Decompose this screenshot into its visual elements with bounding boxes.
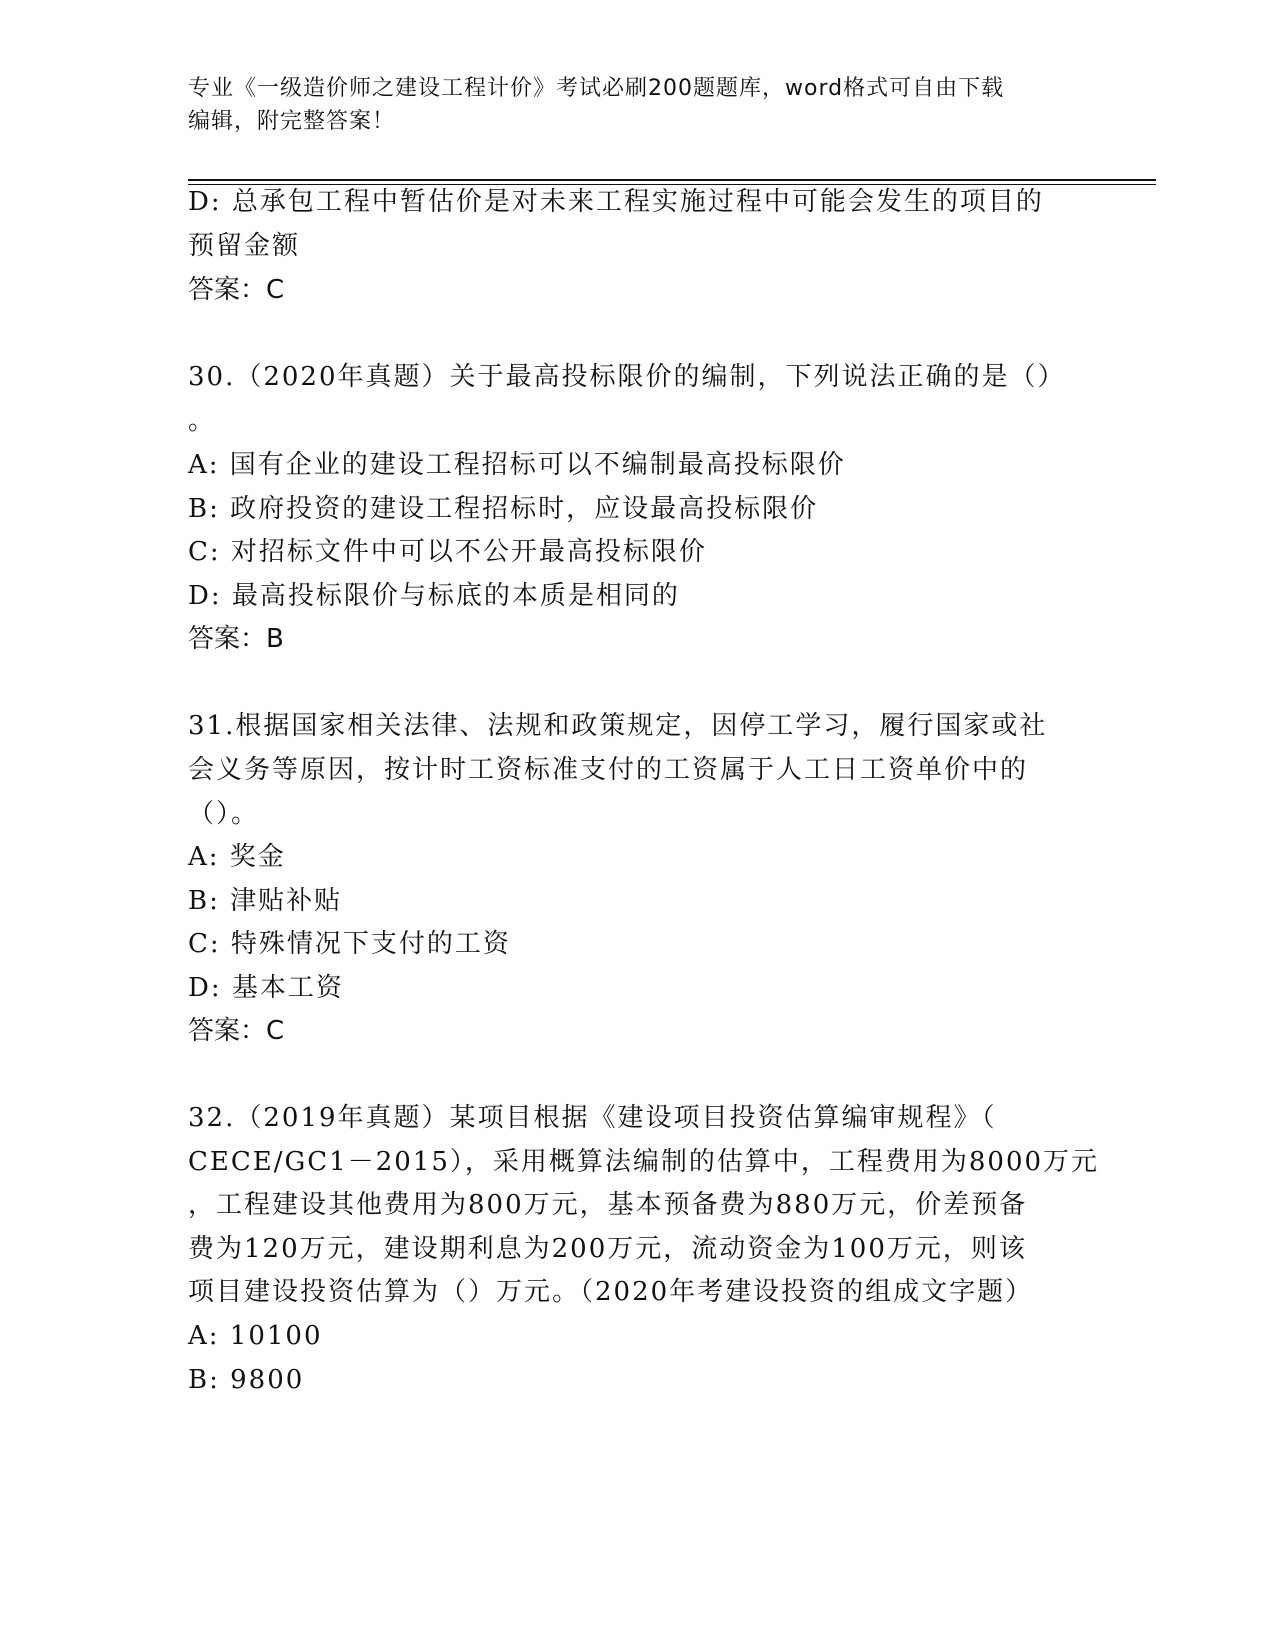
option-c: C: 特殊情况下支付的工资	[188, 929, 511, 959]
option-b: B: 津贴补贴	[188, 886, 343, 916]
header-line-1: 专业《一级造价师之建设工程计价》考试必刷200题题库，word格式可自由下载	[188, 76, 1005, 101]
question-stem-line: ，工程建设其他费用为800万元，基本预备费为880万元，价差预备	[188, 1190, 1028, 1220]
question-stem-line: 30.（2020年真题）关于最高投标限价的编制，下列说法正确的是（）	[188, 362, 1066, 392]
question-stem-line: 费为120万元，建设期利息为200万元，流动资金为100万元，则该	[188, 1234, 1027, 1264]
option-a: A: 奖金	[188, 842, 286, 872]
option-d: D: 基本工资	[188, 973, 344, 1003]
question-stem-line: CECE/GC1－2015），采用概算法编制的估算中，工程费用为8000万元	[188, 1147, 1100, 1177]
question-stem-line: 会义务等原因，按计时工资标准支付的工资属于人工日工资单价中的	[188, 755, 1029, 785]
header-divider-thin	[188, 184, 1156, 185]
option-c: C: 对招标文件中可以不公开最高投标限价	[188, 537, 707, 567]
option-b: B: 政府投资的建设工程招标时，应设最高投标限价	[188, 494, 819, 524]
answer-label: 答案：C	[188, 275, 285, 305]
answer-label: 答案：B	[188, 624, 284, 654]
option-d-line-1: D: 总承包工程中暂估价是对未来工程实施过程中可能会发生的项目的	[188, 187, 1044, 217]
header-divider-thick	[188, 179, 1156, 181]
header-line-2: 编辑，附完整答案！	[188, 109, 396, 134]
question-stem-line: （）。	[188, 799, 260, 829]
question-stem-line: 。	[188, 406, 217, 436]
option-d: D: 最高投标限价与标底的本质是相同的	[188, 581, 680, 611]
question-stem-line: 项目建设投资估算为（）万元。（2020年考建设投资的组成文字题）	[188, 1277, 1034, 1307]
option-b: B: 9800	[188, 1365, 305, 1395]
option-d-line-2: 预留金额	[188, 231, 301, 261]
question-stem-line: 32.（2019年真题）某项目根据《建设项目投资估算编审规程》（	[188, 1103, 997, 1133]
page-header	[188, 72, 1088, 138]
answer-label: 答案：C	[188, 1016, 285, 1046]
option-a: A: 10100	[188, 1321, 323, 1351]
question-stem-line: 31.根据国家相关法律、法规和政策规定，因停工学习，履行国家或社	[188, 711, 1048, 741]
option-a: A: 国有企业的建设工程招标可以不编制最高投标限价	[188, 450, 846, 480]
